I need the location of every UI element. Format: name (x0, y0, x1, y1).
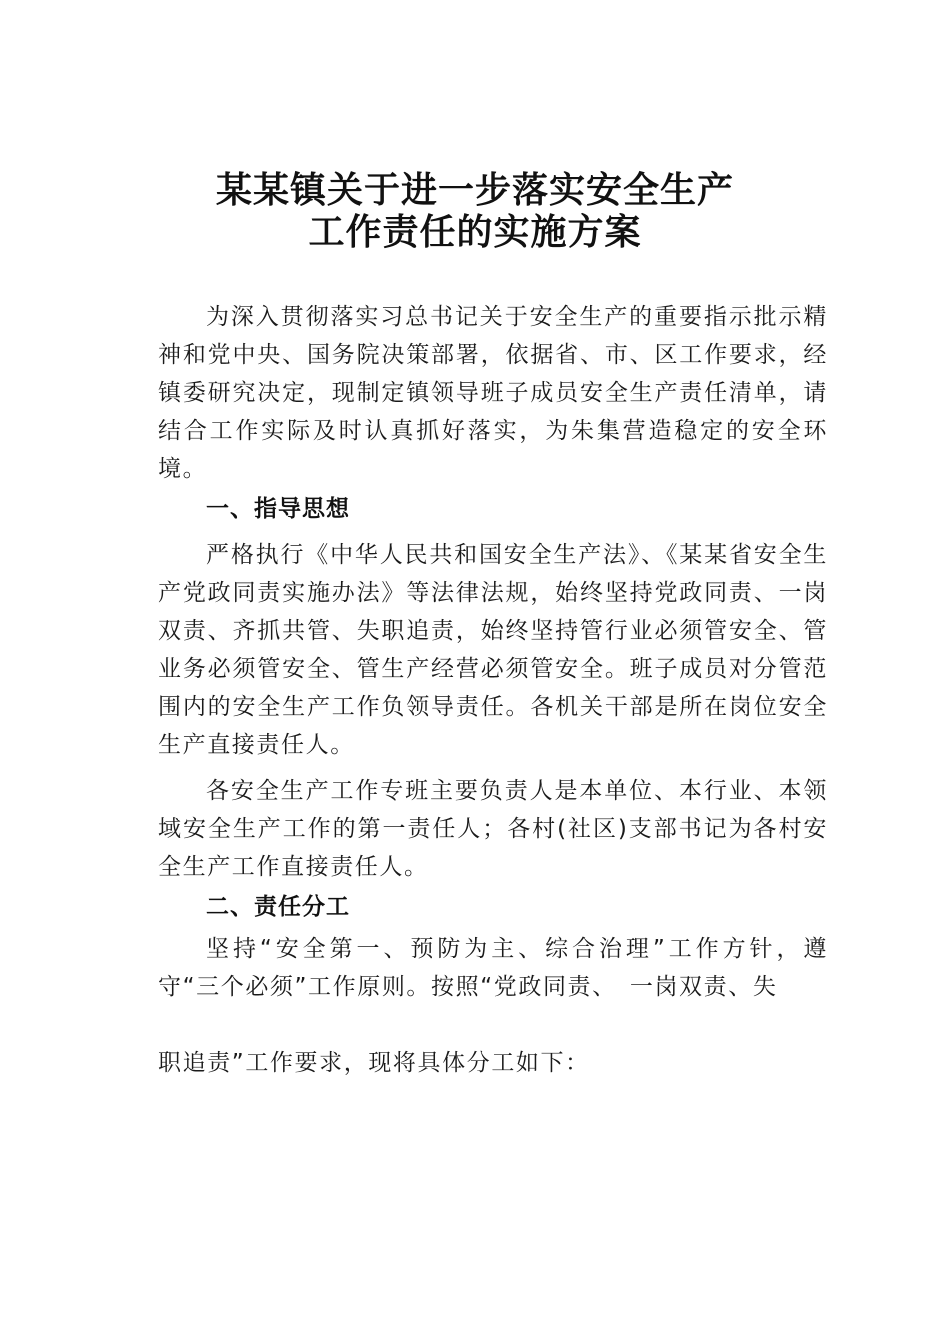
document-title-line1: 某某镇关于进一步落实安全生产 (215, 169, 734, 211)
section2-heading: 二、责任分工 (206, 894, 350, 920)
section2-block (158, 930, 828, 1006)
section1-block (158, 536, 828, 764)
section1-heading: 一、指导思想 (206, 496, 350, 522)
section2-paragraph1: 坚持“安全第一、预防为主、综合治理”工作方针，遵守“三个必须”工作原则。按照“党政同责、 一岗双责、失 (158, 936, 828, 1000)
intro-block (158, 298, 828, 488)
section2-paragraph1-continued: 职追责”工作要求，现将具体分工如下： (158, 1050, 590, 1076)
section1-block2 (158, 772, 828, 886)
section1-paragraph2: 各安全生产工作专班主要负责人是本单位、本行业、本领域安全生产工作的第一责任人；各村(社区)支部书记为各村安全生产工作直接责任人。 (158, 778, 828, 880)
section2-block-cont (158, 1044, 828, 1082)
intro-paragraph: 为深入贯彻落实习总书记关于安全生产的重要指示批示精神和党中央、国务院决策部署，依据省、市、区工作要求，经镇委研究决定，现制定镇领导班子成员安全生产责任清单，请结合工作实际及时认真抓好落实，为朱集营造稳定的安全环境。 (158, 304, 828, 482)
section1-paragraph1: 严格执行《中华人民共和国安全生产法》、《某某省安全生产党政同责实施办法》等法律法规，始终坚持党政同责、一岗双责、齐抓共管、失职追责，始终坚持管行业必须管安全、管业务必须管安全、管生产经营必须管安全。班子成员对分管范围内的安全生产工作负领导责任。各机关干部是所在岗位安全生产直接责任人。 (158, 542, 828, 758)
document-title-line2: 工作责任的实施方案 (308, 211, 642, 253)
